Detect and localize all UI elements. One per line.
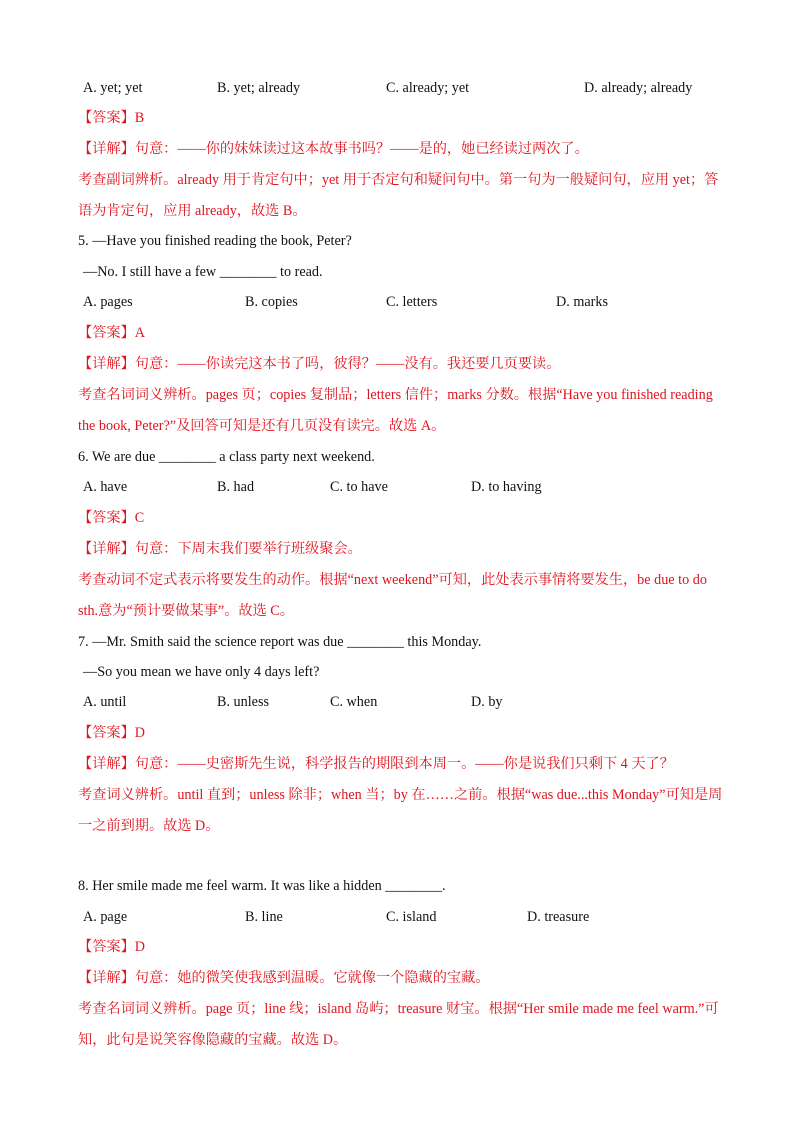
q5-detail-translation: 【详解】句意：——你读完这本书了吗，彼得？——没有。我还要几页要读。 (78, 356, 561, 372)
q6-detail-analysis-cont: sth.意为“预计要做某事”。故选 C。 (78, 603, 294, 619)
q8-detail-analysis-cont: 知，此句是说笑容像隐藏的宝藏。故选 D。 (78, 1032, 348, 1048)
q5-option-a: A. pages (83, 294, 133, 310)
q8-detail-analysis: 考查名词词义辨析。page 页；line 线；island 岛屿；treasure 财宝。根据“Her smile made me feel warm.”可 (78, 1001, 719, 1017)
q5-detail-analysis: 考查名词词义辨析。pages 页；copies 复制品；letters 信件；marks 分数。根据“Have you finished reading (78, 387, 713, 403)
q4-option-b: B. yet; already (217, 80, 301, 96)
q7-detail-analysis: 考查词义辨析。until 直到；unless 除非；when 当；by 在……之前。根据“was due...this Monday”可知是周 (78, 787, 723, 803)
q5-answer: 【答案】A (78, 325, 145, 341)
q8-option-a: A. page (83, 909, 128, 925)
q5-option-b: B. copies (245, 294, 298, 310)
q7-option-d: D. by (471, 694, 503, 710)
q5-option-d: D. marks (556, 294, 609, 310)
q8-option-d: D. treasure (527, 909, 590, 925)
q8-detail-translation: 【详解】句意：她的微笑使我感到温暖。它就像一个隐藏的宝藏。 (78, 970, 490, 986)
q6-answer: 【答案】C (78, 510, 145, 526)
q8-stem: 8. Her smile made me feel warm. It was like a hidden ________. (78, 878, 446, 894)
q7-detail-analysis-cont: 一之前到期。故选 D。 (78, 818, 220, 834)
q7-option-b: B. unless (217, 694, 270, 710)
q4-detail-analysis-cont: 语为肯定句，应用 already，故选 B。 (78, 203, 307, 219)
q5-stem-reply: —No. I still have a few ________ to read. (83, 264, 323, 280)
q6-detail-analysis: 考查动词不定式表示将要发生的动作。根据“next weekend”可知，此处表示事情将要发生，be due to do (78, 572, 707, 588)
q8-option-c: C. island (386, 909, 437, 925)
q5-detail-analysis-cont: the book, Peter?”及回答可知是还有几页没有读完。故选 A。 (78, 418, 446, 434)
q4-option-d: D. already; already (584, 80, 693, 96)
q4-detail-translation: 【详解】句意：——你的妹妹读过这本故事书吗？——是的，她已经读过两次了。 (78, 141, 589, 157)
q4-detail-analysis: 考查副词辨析。already 用于肯定句中；yet 用于否定句和疑问句中。第一句为一般疑问句，应用 yet；答 (78, 172, 719, 188)
q7-stem: 7. —Mr. Smith said the science report was due ________ this Monday. (78, 634, 482, 650)
q6-option-d: D. to having (471, 479, 542, 495)
q6-stem: 6. We are due ________ a class party next weekend. (78, 449, 375, 465)
q6-option-b: B. had (217, 479, 255, 495)
q6-detail-translation: 【详解】句意：下周末我们要举行班级聚会。 (78, 541, 362, 557)
q7-detail-translation: 【详解】句意：——史密斯先生说，科学报告的期限到本周一。——你是说我们只剩下 4 天了？ (78, 756, 674, 772)
q5-option-c: C. letters (386, 294, 438, 310)
q4-answer: 【答案】B (78, 110, 145, 126)
q5-stem: 5. —Have you finished reading the book, Peter? (78, 233, 352, 249)
q7-stem-reply: —So you mean we have only 4 days left? (83, 664, 320, 680)
q7-option-c: C. when (330, 694, 378, 710)
q4-option-a: A. yet; yet (83, 80, 143, 96)
q6-option-a: A. have (83, 479, 128, 495)
q8-answer: 【答案】D (78, 939, 145, 955)
q8-option-b: B. line (245, 909, 283, 925)
q6-option-c: C. to have (330, 479, 388, 495)
q7-option-a: A. until (83, 694, 127, 710)
q4-option-c: C. already; yet (386, 80, 470, 96)
q7-answer: 【答案】D (78, 725, 145, 741)
